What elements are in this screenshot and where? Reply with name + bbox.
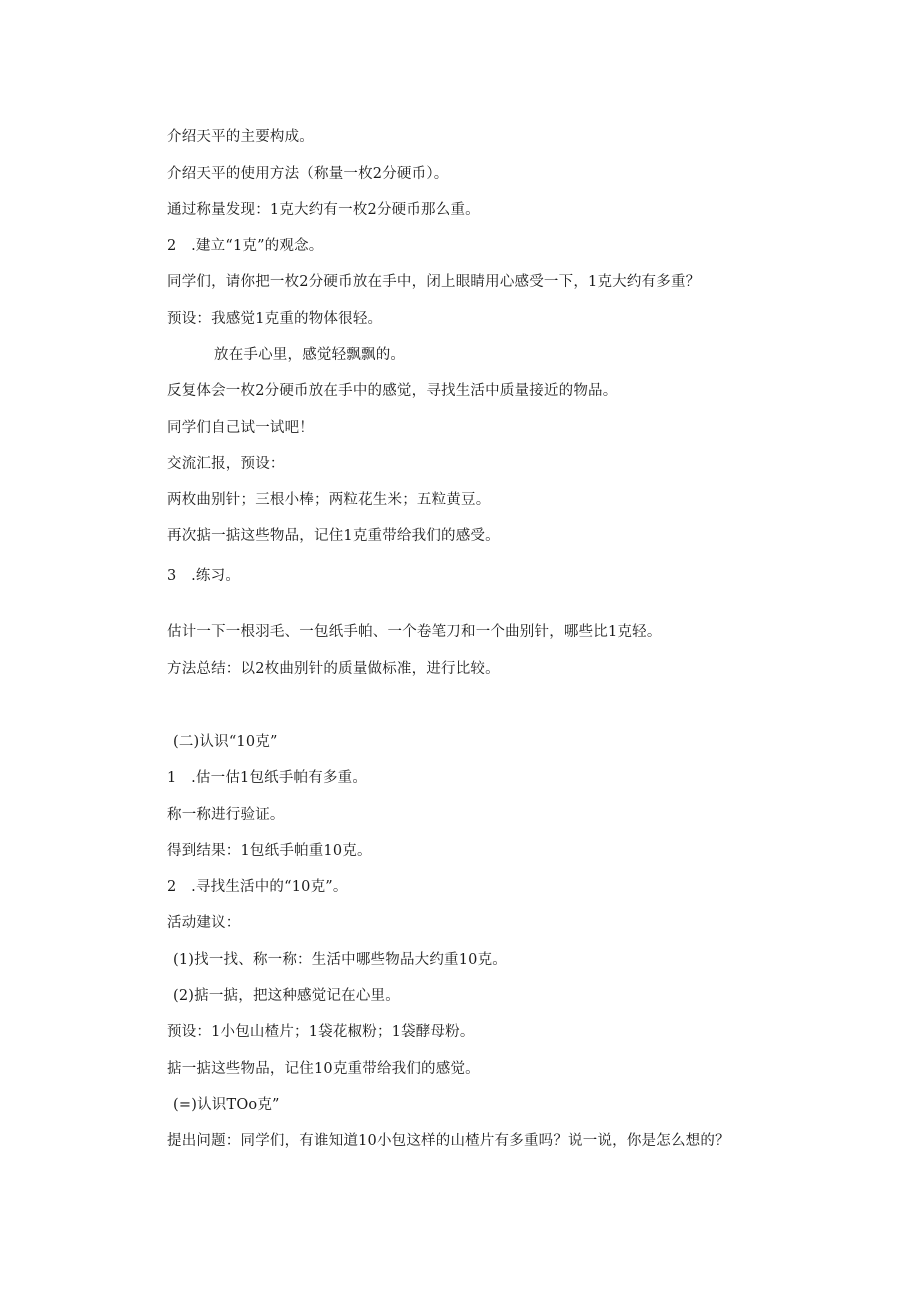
text-line: 同学们自己试一试吧！: [167, 420, 314, 436]
text-line: 交流汇报，预设：: [167, 456, 285, 472]
text-line: 预设：1小包山楂片；1袋花椒粉；1袋酵母粉。: [167, 1024, 475, 1040]
text-line: 两枚曲别针；三根小棒；两粒花生米；五粒黄豆。: [167, 492, 491, 508]
text-line: 预设：我感觉1克重的物体很轻。: [167, 311, 383, 327]
text-line: 估计一下一根羽毛、一包纸手帕、一个卷笔刀和一个曲别针，哪些比1克轻。: [167, 624, 662, 640]
text-line: 活动建议：: [167, 915, 241, 931]
text-line: 方法总结：以2枚曲别针的质量做标准，进行比较。: [167, 661, 500, 677]
section-heading: (二)认识“10克”: [173, 734, 278, 750]
section-heading: (=)认识TOo克”: [173, 1097, 280, 1113]
text-line: 得到结果：1包纸手帕重10克。: [167, 843, 372, 859]
text-line: 介绍天平的主要构成。: [167, 129, 314, 145]
text-line: (1)找一找、称一称：生活中哪些物品大约重10克。: [173, 952, 507, 968]
text-line: 再次掂一掂这些物品，记住1克重带给我们的感受。: [167, 528, 500, 544]
text-line: 反复体会一枚2分硬币放在手中的感觉，寻找生活中质量接近的物品。: [167, 383, 618, 399]
text-line: 1 .估一估1包纸手帕有多重。: [167, 770, 368, 786]
text-line: 介绍天平的使用方法（称量一枚2分硬币）。: [167, 166, 449, 182]
text-line: (2)掂一掂，把这种感觉记在心里。: [173, 988, 400, 1004]
text-line: 3 .练习。: [167, 568, 241, 584]
text-line: 提出问题：同学们，有谁知道10小包这样的山楂片有多重吗？说一说，你是怎么想的？: [167, 1133, 730, 1149]
text-line: 放在手心里，感觉轻飘飘的。: [214, 347, 406, 363]
text-line: 掂一掂这些物品，记住10克重带给我们的感觉。: [167, 1061, 480, 1077]
text-line: 2 .建立“1克”的观念。: [167, 238, 324, 254]
text-line: 2 .寻找生活中的“10克”。: [167, 879, 348, 895]
text-line: 通过称量发现：1克大约有一枚2分硬币那么重。: [167, 202, 480, 218]
text-line: 同学们，请你把一枚2分硬币放在手中，闭上眼睛用心感受一下，1克大约有多重？: [167, 274, 701, 290]
text-line: 称一称进行验证。: [167, 807, 285, 823]
